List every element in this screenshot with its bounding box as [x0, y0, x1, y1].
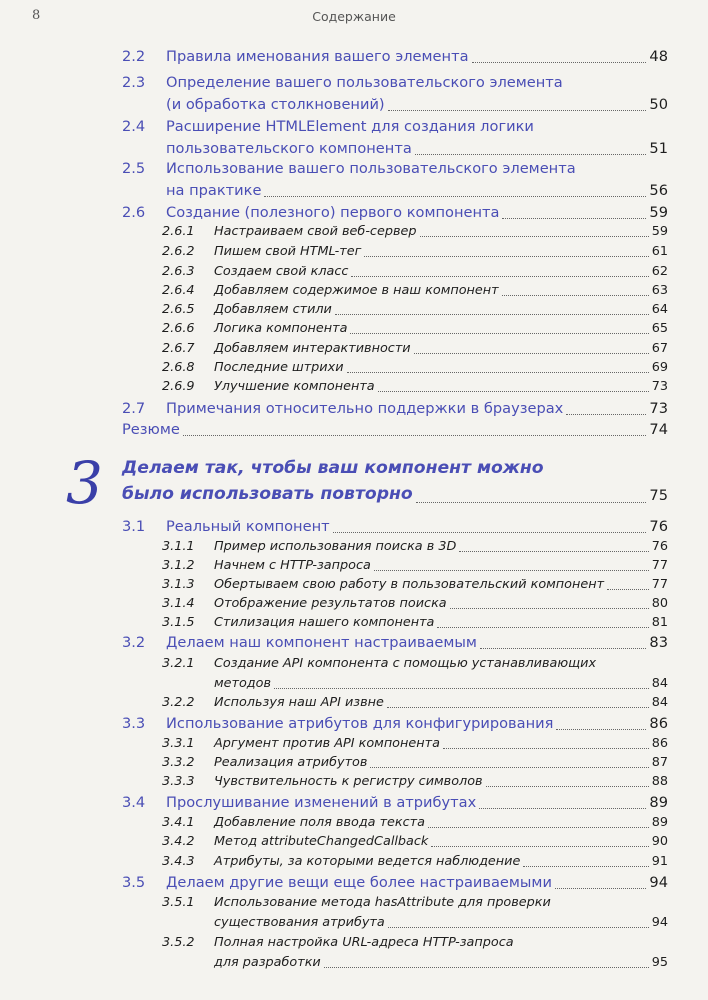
toc-entry-number: 2.4	[122, 118, 146, 135]
toc-entry[interactable]	[0, 158, 708, 180]
toc-entry-title: Резюме	[122, 421, 180, 438]
toc-entry[interactable]	[0, 734, 708, 754]
toc-entry-page: 67	[651, 341, 668, 356]
toc-entry[interactable]	[0, 319, 708, 339]
toc-entry-title: Добавляем интерактивности	[214, 341, 411, 356]
toc-entry[interactable]	[0, 377, 708, 397]
toc-entry-title: Добавляем содержимое в наш компонент	[214, 283, 499, 298]
leader-dots	[450, 608, 649, 609]
toc-entry-title: Обертываем свою работу в пользовательский компонент	[214, 577, 605, 592]
leader-dots	[416, 502, 646, 503]
toc-entry[interactable]	[0, 832, 708, 852]
toc-entry-number: 2.5	[122, 160, 146, 177]
toc-entry[interactable]	[0, 94, 708, 116]
leader-dots	[479, 808, 646, 809]
toc-entry[interactable]	[0, 537, 708, 557]
toc-entry[interactable]	[0, 713, 708, 735]
toc-entry-title: для разработки	[214, 955, 321, 970]
leader-dots	[183, 435, 646, 436]
toc-entry-title: методов	[214, 676, 272, 691]
toc-entry-title: Атрибуты, за которыми ведется наблюдение	[214, 854, 521, 869]
toc-entry-title: Использование вашего пользовательского элемента	[166, 160, 576, 177]
toc-entry[interactable]	[0, 222, 708, 242]
toc-entry-number: 3.5	[122, 874, 146, 891]
leader-dots	[502, 218, 646, 219]
toc-entry[interactable]	[0, 613, 708, 633]
toc-entry[interactable]	[0, 872, 708, 894]
toc-entry[interactable]	[0, 893, 708, 913]
toc-entry[interactable]	[0, 46, 708, 68]
toc-entry[interactable]	[0, 202, 708, 224]
toc-entry[interactable]	[0, 933, 708, 953]
toc-entry[interactable]	[0, 674, 708, 694]
toc-entry-title: Реальный компонент	[166, 518, 330, 535]
leader-dots	[335, 314, 649, 315]
leader-dots	[387, 707, 649, 708]
leader-dots	[523, 866, 649, 867]
toc-entry-number: 2.2	[122, 48, 146, 65]
toc-entry-number: 3.2.1	[162, 656, 195, 671]
toc-entry-title: Настраиваем свой веб-сервер	[214, 224, 417, 239]
toc-entry[interactable]	[0, 516, 708, 538]
toc-entry-title: на практике	[166, 182, 262, 199]
toc-entry-title: Расширение HTMLElement для создания логики	[166, 118, 534, 135]
toc-entry[interactable]	[0, 358, 708, 378]
leader-dots	[274, 688, 649, 689]
toc-entry-number: 3.5.1	[162, 895, 195, 910]
toc-entry-title: Используя наш API извне	[214, 695, 384, 710]
toc-entry-title: Определение вашего пользовательского элемента	[166, 74, 563, 91]
toc-entry[interactable]	[0, 852, 708, 872]
toc-entry-number: 3.4.1	[162, 815, 195, 830]
toc-entry[interactable]	[0, 556, 708, 576]
toc-entry[interactable]	[0, 913, 708, 933]
leader-dots	[480, 648, 646, 649]
toc-entry-title: Реализация атрибутов	[214, 755, 368, 770]
toc-entry-title: Создание (полезного) первого компонента	[166, 204, 500, 221]
toc-entry-number: 2.6	[122, 204, 146, 221]
toc-entry-page: 74	[649, 421, 668, 438]
chapter-number: 3	[66, 449, 103, 517]
toc-entry[interactable]	[0, 792, 708, 814]
toc-entry-page: 88	[651, 774, 668, 789]
toc-entry-title: Аргумент против API компонента	[214, 736, 440, 751]
toc-entry[interactable]	[0, 594, 708, 614]
toc-entry-title: (и обработка столкновений)	[166, 96, 385, 113]
toc-entry-number: 2.6.4	[162, 283, 195, 298]
toc-entry-title: Создаем свой класс	[214, 264, 349, 279]
leader-dots	[459, 551, 649, 552]
leader-dots	[414, 353, 649, 354]
toc-entry-page: 84	[651, 695, 668, 710]
leader-dots	[556, 729, 646, 730]
toc-entry-page: 62	[651, 264, 668, 279]
leader-dots	[324, 967, 649, 968]
leader-dots	[351, 276, 649, 277]
toc-entry-page: 76	[649, 518, 668, 535]
toc-entry-number: 3.4	[122, 794, 146, 811]
leader-dots	[486, 786, 649, 787]
toc-entry-page: 83	[649, 634, 668, 651]
leader-dots	[566, 414, 646, 415]
toc-entry-title: Отображение результатов поиска	[214, 596, 447, 611]
toc-entry-number: 3.1.3	[162, 577, 195, 592]
page-number: 8	[32, 8, 41, 23]
toc-entry[interactable]	[0, 654, 708, 674]
toc-entry-page: 86	[649, 715, 668, 732]
toc-entry[interactable]	[0, 693, 708, 713]
toc-entry-number: 2.6.9	[162, 379, 195, 394]
toc-entry-title: Последние штрихи	[214, 360, 344, 375]
toc-entry-title: Чувствительность к регистру символов	[214, 774, 483, 789]
toc-entry-number: 3.1.4	[162, 596, 195, 611]
toc-entry-number: 2.6.8	[162, 360, 195, 375]
toc-entry-page: 91	[651, 854, 668, 869]
toc-entry-title: Прослушивание изменений в атрибутах	[166, 794, 477, 811]
toc-entry-title: Логика компонента	[214, 321, 348, 336]
leader-dots	[374, 570, 649, 571]
toc-entry[interactable]	[0, 772, 708, 792]
toc-entry-number: 3.3	[122, 715, 146, 732]
toc-entry-page: 77	[651, 577, 668, 592]
leader-dots	[378, 391, 649, 392]
toc-entry[interactable]	[0, 138, 708, 160]
toc-entry-title: Пример использования поиска в 3D	[214, 539, 457, 554]
toc-entry-page: 89	[651, 815, 668, 830]
toc-entry-page: 81	[651, 615, 668, 630]
toc-entry-title: Добавление поля ввода текста	[214, 815, 425, 830]
toc-entry-title: Начнем с HTTP-запроса	[214, 558, 371, 573]
leader-dots	[437, 627, 649, 628]
leader-dots	[607, 589, 649, 590]
toc-entry-title: Примечания относительно поддержки в браузерах	[166, 400, 564, 417]
toc-entry-page: 59	[649, 204, 668, 221]
toc-entry-number: 3.1	[122, 518, 146, 535]
toc-entry[interactable]	[0, 339, 708, 359]
leader-dots	[264, 196, 646, 197]
toc-entry[interactable]	[0, 953, 708, 973]
toc-entry-number: 3.2	[122, 634, 146, 651]
toc-entry-page: 84	[651, 676, 668, 691]
toc-entry-page: 73	[651, 379, 668, 394]
leader-dots	[364, 256, 649, 257]
toc-entry-number: 3.3.2	[162, 755, 195, 770]
toc-entry-number: 2.7	[122, 400, 146, 417]
toc-entry-page: 61	[651, 244, 668, 259]
toc-entry[interactable]	[0, 300, 708, 320]
toc-entry-title: Использование метода hasAttribute для проверки	[214, 895, 551, 910]
chapter-title-line-1[interactable]: Делаем так, чтобы ваш компонент можно	[122, 458, 544, 478]
toc-entry-number: 2.6.6	[162, 321, 195, 336]
toc-entry-title: Стилизация нашего компонента	[214, 615, 435, 630]
leader-dots	[388, 927, 649, 928]
toc-entry-page: 59	[651, 224, 668, 239]
toc-entry-number: 3.4.3	[162, 854, 195, 869]
toc-entry[interactable]	[0, 180, 708, 202]
leader-dots	[350, 333, 649, 334]
toc-entry-page: 77	[651, 558, 668, 573]
toc-entry-title: Полная настройка URL-адреса HTTP-запроса	[214, 935, 514, 950]
leader-dots	[428, 827, 649, 828]
leader-dots	[472, 62, 646, 63]
toc-entry-number: 3.1.1	[162, 539, 195, 554]
toc-entry-title: Метод attributeChangedCallback	[214, 834, 429, 849]
toc-entry[interactable]	[0, 813, 708, 833]
toc-entry-page: 86	[651, 736, 668, 751]
leader-dots	[370, 767, 649, 768]
leader-dots	[347, 372, 649, 373]
chapter-page: 75	[649, 487, 668, 504]
toc-entry-page: 63	[651, 283, 668, 298]
toc-entry-number: 3.1.2	[162, 558, 195, 573]
toc-entry-page: 73	[649, 400, 668, 417]
toc-entry-page: 89	[649, 794, 668, 811]
toc-entry-page: 48	[649, 48, 668, 65]
toc-entry-page: 64	[651, 302, 668, 317]
toc-entry[interactable]	[0, 72, 708, 94]
toc-entry-title: Правила именования вашего элемента	[166, 48, 469, 65]
toc-entry-page: 90	[651, 834, 668, 849]
toc-entry-number: 3.4.2	[162, 834, 195, 849]
toc-entry-page: 50	[649, 96, 668, 113]
toc-entry-number: 2.6.1	[162, 224, 195, 239]
toc-entry-number: 2.6.7	[162, 341, 195, 356]
toc-entry-title: Добавляем стили	[214, 302, 332, 317]
toc-entry-title: Использование атрибутов для конфигурирования	[166, 715, 554, 732]
toc-entry-title: Улучшение компонента	[214, 379, 375, 394]
toc-entry-page: 94	[649, 874, 668, 891]
leader-dots	[333, 532, 646, 533]
toc-entry-page: 69	[651, 360, 668, 375]
toc-entry-number: 2.6.3	[162, 264, 195, 279]
leader-dots	[555, 888, 646, 889]
toc-entry-page: 56	[649, 182, 668, 199]
toc-entry-page: 65	[651, 321, 668, 336]
toc-entry[interactable]	[0, 632, 708, 654]
toc-entry-number: 3.2.2	[162, 695, 195, 710]
toc-entry-page: 95	[651, 955, 668, 970]
toc-entry[interactable]	[0, 242, 708, 262]
leader-dots	[420, 236, 649, 237]
toc-entry[interactable]	[0, 575, 708, 595]
toc-entry-title: Делаем другие вещи еще более настраиваемыми	[166, 874, 552, 891]
toc-entry-number: 3.3.3	[162, 774, 195, 789]
toc-entry-number: 3.3.1	[162, 736, 195, 751]
toc-entry-title: Создание API компонента с помощью устанавливающих	[214, 656, 597, 671]
toc-entry-page: 87	[651, 755, 668, 770]
toc-entry[interactable]	[0, 281, 708, 301]
toc-entry-number: 3.1.5	[162, 615, 195, 630]
toc-entry-title: существования атрибута	[214, 915, 385, 930]
toc-entry-number: 3.5.2	[162, 935, 195, 950]
chapter-title-line-2[interactable]: было использовать повторно	[122, 484, 413, 504]
toc-entry-number: 2.6.2	[162, 244, 195, 259]
leader-dots	[388, 110, 646, 111]
toc-entry[interactable]	[0, 753, 708, 773]
toc-entry-page: 94	[651, 915, 668, 930]
leader-dots	[415, 154, 646, 155]
leader-dots	[431, 846, 649, 847]
toc-entry-number: 2.6.5	[162, 302, 195, 317]
toc-entry[interactable]	[0, 419, 708, 441]
toc-entry-number: 2.3	[122, 74, 146, 91]
toc-entry-title: Пишем свой HTML-тег	[214, 244, 362, 259]
toc-entry[interactable]	[0, 116, 708, 138]
toc-entry[interactable]	[0, 398, 708, 420]
toc-entry-page: 76	[651, 539, 668, 554]
toc-entry-title: Делаем наш компонент настраиваемым	[166, 634, 477, 651]
toc-entry-page: 80	[651, 596, 668, 611]
leader-dots	[502, 295, 649, 296]
leader-dots	[443, 748, 649, 749]
toc-entry-title: пользовательского компонента	[166, 140, 412, 157]
toc-entry-page: 51	[649, 140, 668, 157]
toc-entry[interactable]	[0, 262, 708, 282]
running-header: Содержание	[312, 9, 396, 24]
